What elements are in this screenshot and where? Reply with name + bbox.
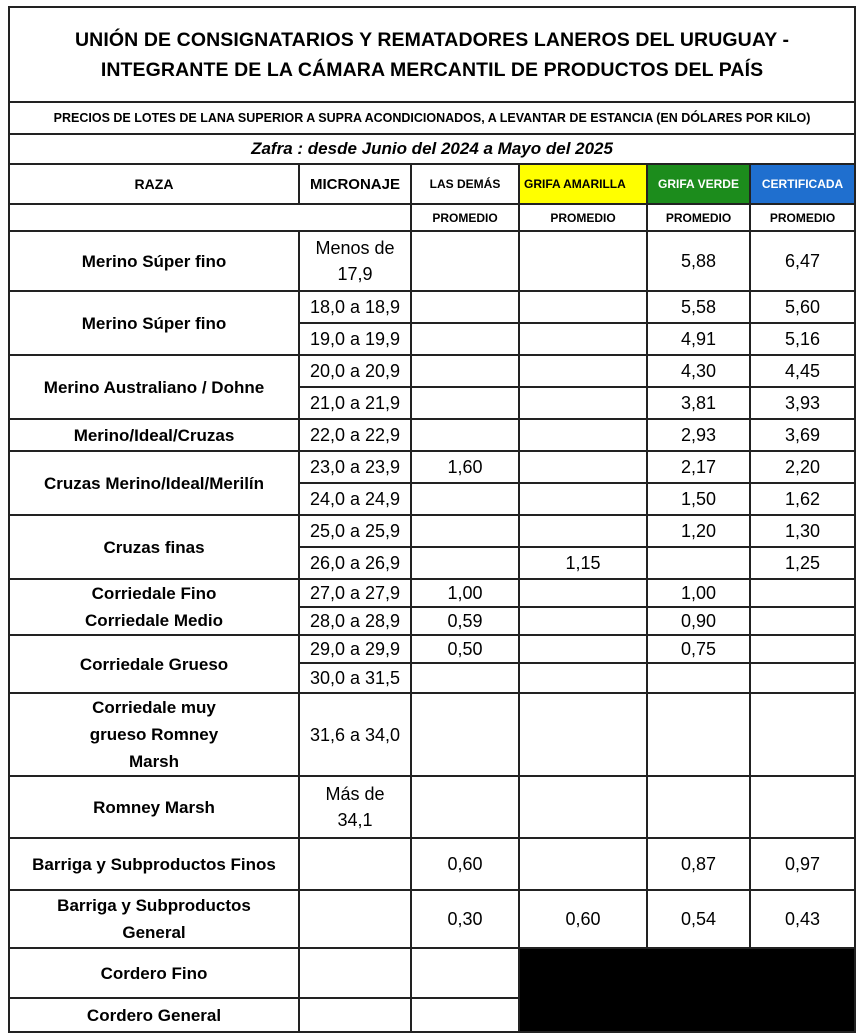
las-demas-cell: 1,60 <box>411 451 519 483</box>
las-demas-cell <box>411 547 519 579</box>
grifa-amarilla-cell <box>519 607 647 635</box>
las-demas-cell <box>411 291 519 323</box>
certificada-cell <box>750 776 855 838</box>
grifa-amarilla-cell <box>519 291 647 323</box>
grifa-verde-cell: 1,20 <box>647 515 750 547</box>
raza-cell: Corriedale muy grueso Romney Marsh <box>9 693 299 776</box>
season-label: Zafra : desde Junio del 2024 a Mayo del 2025 <box>9 134 855 164</box>
micronaje-cell: 29,0 a 29,9 <box>299 635 411 663</box>
table-row <box>9 451 855 483</box>
las-demas-cell <box>411 998 519 1032</box>
grifa-amarilla-cell <box>519 231 647 291</box>
table-row <box>9 355 855 387</box>
grifa-verde-cell: 2,93 <box>647 419 750 451</box>
grifa-verde-cell <box>647 547 750 579</box>
grifa-verde-cell: 0,75 <box>647 635 750 663</box>
certificada-cell: 6,47 <box>750 231 855 291</box>
raza-cell: Cordero Fino <box>9 948 299 998</box>
certificada-cell: 2,20 <box>750 451 855 483</box>
grifa-amarilla-cell <box>519 663 647 693</box>
raza-cell: Corriedale Fino <box>9 579 299 607</box>
las-demas-cell: 1,00 <box>411 579 519 607</box>
grifa-amarilla-cell <box>519 323 647 355</box>
header-raza: RAZA <box>9 164 299 204</box>
micronaje-cell: 26,0 a 26,9 <box>299 547 411 579</box>
grifa-amarilla-cell <box>519 419 647 451</box>
grifa-verde-cell: 1,50 <box>647 483 750 515</box>
las-demas-cell: 0,50 <box>411 635 519 663</box>
raza-cell: Cruzas Merino/Ideal/Merilín <box>9 451 299 515</box>
micronaje-cell: 25,0 a 25,9 <box>299 515 411 547</box>
certificada-cell: 3,93 <box>750 387 855 419</box>
certificada-cell <box>750 579 855 607</box>
header-grifa-verde: GRIFA VERDE <box>647 164 750 204</box>
certificada-cell: 1,62 <box>750 483 855 515</box>
table-row <box>9 419 855 451</box>
micronaje-cell: 28,0 a 28,9 <box>299 607 411 635</box>
las-demas-cell <box>411 515 519 547</box>
raza-cell: Merino Australiano / Dohne <box>9 355 299 419</box>
las-demas-cell: 0,59 <box>411 607 519 635</box>
blacked-out-area <box>519 948 855 1032</box>
las-demas-cell: 0,30 <box>411 890 519 948</box>
las-demas-cell <box>411 776 519 838</box>
grifa-verde-cell: 0,54 <box>647 890 750 948</box>
micronaje-cell: 30,0 a 31,5 <box>299 663 411 693</box>
grifa-verde-cell <box>647 776 750 838</box>
micronaje-cell: Menos de 17,9 <box>299 231 411 291</box>
header-las-demas: LAS DEMÁS <box>411 164 519 204</box>
grifa-verde-cell: 5,58 <box>647 291 750 323</box>
micronaje-cell: 18,0 a 18,9 <box>299 291 411 323</box>
grifa-amarilla-cell <box>519 515 647 547</box>
header-micronaje: MICRONAJE <box>299 164 411 204</box>
certificada-cell: 4,45 <box>750 355 855 387</box>
table-row <box>9 607 855 635</box>
micronaje-cell <box>299 890 411 948</box>
table-row <box>9 838 855 890</box>
header-spacer <box>9 204 411 231</box>
table-row <box>9 693 855 776</box>
grifa-verde-cell <box>647 693 750 776</box>
las-demas-cell <box>411 693 519 776</box>
grifa-amarilla-cell <box>519 838 647 890</box>
header-certificada: CERTIFICADA <box>750 164 855 204</box>
raza-cell: Corriedale Grueso <box>9 635 299 693</box>
las-demas-cell <box>411 355 519 387</box>
grifa-amarilla-cell <box>519 451 647 483</box>
grifa-verde-cell: 3,81 <box>647 387 750 419</box>
grifa-verde-cell: 4,30 <box>647 355 750 387</box>
raza-cell: Romney Marsh <box>9 776 299 838</box>
table-row <box>9 776 855 838</box>
header-promedio: PROMEDIO <box>750 204 855 231</box>
certificada-cell: 1,25 <box>750 547 855 579</box>
raza-cell: Merino/Ideal/Cruzas <box>9 419 299 451</box>
table-row <box>9 890 855 948</box>
certificada-cell: 5,60 <box>750 291 855 323</box>
header-grifa-amarilla: GRIFA AMARILLA <box>519 164 647 204</box>
micronaje-cell: 20,0 a 20,9 <box>299 355 411 387</box>
page-subtitle: PRECIOS DE LOTES DE LANA SUPERIOR A SUPRA ACONDICIONADOS, A LEVANTAR DE ESTANCIA (EN DÓLARES POR KILO) <box>9 102 855 134</box>
micronaje-cell <box>299 838 411 890</box>
header-promedio: PROMEDIO <box>519 204 647 231</box>
table-row <box>9 635 855 663</box>
micronaje-cell <box>299 998 411 1032</box>
las-demas-cell: 0,60 <box>411 838 519 890</box>
certificada-cell: 5,16 <box>750 323 855 355</box>
micronaje-cell: 24,0 a 24,9 <box>299 483 411 515</box>
grifa-amarilla-cell <box>519 635 647 663</box>
micronaje-cell: 23,0 a 23,9 <box>299 451 411 483</box>
grifa-amarilla-cell: 1,15 <box>519 547 647 579</box>
grifa-amarilla-cell <box>519 387 647 419</box>
header-promedio: PROMEDIO <box>647 204 750 231</box>
grifa-verde-cell: 0,90 <box>647 607 750 635</box>
certificada-cell <box>750 663 855 693</box>
grifa-amarilla-cell <box>519 579 647 607</box>
raza-cell: Merino Súper fino <box>9 291 299 355</box>
certificada-cell <box>750 635 855 663</box>
grifa-verde-cell <box>647 663 750 693</box>
las-demas-cell <box>411 419 519 451</box>
raza-cell: Barriga y Subproductos General <box>9 890 299 948</box>
las-demas-cell <box>411 483 519 515</box>
grifa-verde-cell: 0,87 <box>647 838 750 890</box>
raza-cell: Cruzas finas <box>9 515 299 579</box>
table-row <box>9 579 855 607</box>
page-title: UNIÓN DE CONSIGNATARIOS Y REMATADORES LANEROS DEL URUGUAY - INTEGRANTE DE LA CÁMARA MERCANTIL DE PRODUCTOS DEL PAÍS <box>9 7 855 102</box>
grifa-amarilla-cell: 0,60 <box>519 890 647 948</box>
certificada-cell: 1,30 <box>750 515 855 547</box>
grifa-amarilla-cell <box>519 483 647 515</box>
grifa-amarilla-cell <box>519 776 647 838</box>
raza-cell: Merino Súper fino <box>9 231 299 291</box>
micronaje-cell: Más de 34,1 <box>299 776 411 838</box>
micronaje-cell: 22,0 a 22,9 <box>299 419 411 451</box>
certificada-cell: 0,43 <box>750 890 855 948</box>
raza-cell: Cordero General <box>9 998 299 1032</box>
las-demas-cell <box>411 663 519 693</box>
raza-cell: Barriga y Subproductos Finos <box>9 838 299 890</box>
grifa-verde-cell: 2,17 <box>647 451 750 483</box>
grifa-amarilla-cell <box>519 355 647 387</box>
las-demas-cell <box>411 323 519 355</box>
price-table <box>8 6 856 1033</box>
grifa-verde-cell: 1,00 <box>647 579 750 607</box>
grifa-verde-cell: 5,88 <box>647 231 750 291</box>
table-row <box>9 515 855 547</box>
micronaje-cell: 21,0 a 21,9 <box>299 387 411 419</box>
certificada-cell <box>750 693 855 776</box>
table-row <box>9 948 855 998</box>
las-demas-cell <box>411 231 519 291</box>
certificada-cell: 0,97 <box>750 838 855 890</box>
micronaje-cell <box>299 948 411 998</box>
certificada-cell <box>750 607 855 635</box>
table-row <box>9 231 855 291</box>
micronaje-cell: 27,0 a 27,9 <box>299 579 411 607</box>
table-row <box>9 291 855 323</box>
micronaje-cell: 19,0 a 19,9 <box>299 323 411 355</box>
las-demas-cell <box>411 948 519 998</box>
grifa-verde-cell: 4,91 <box>647 323 750 355</box>
header-promedio: PROMEDIO <box>411 204 519 231</box>
micronaje-cell: 31,6 a 34,0 <box>299 693 411 776</box>
raza-cell: Corriedale Medio <box>9 607 299 635</box>
grifa-amarilla-cell <box>519 693 647 776</box>
certificada-cell: 3,69 <box>750 419 855 451</box>
las-demas-cell <box>411 387 519 419</box>
